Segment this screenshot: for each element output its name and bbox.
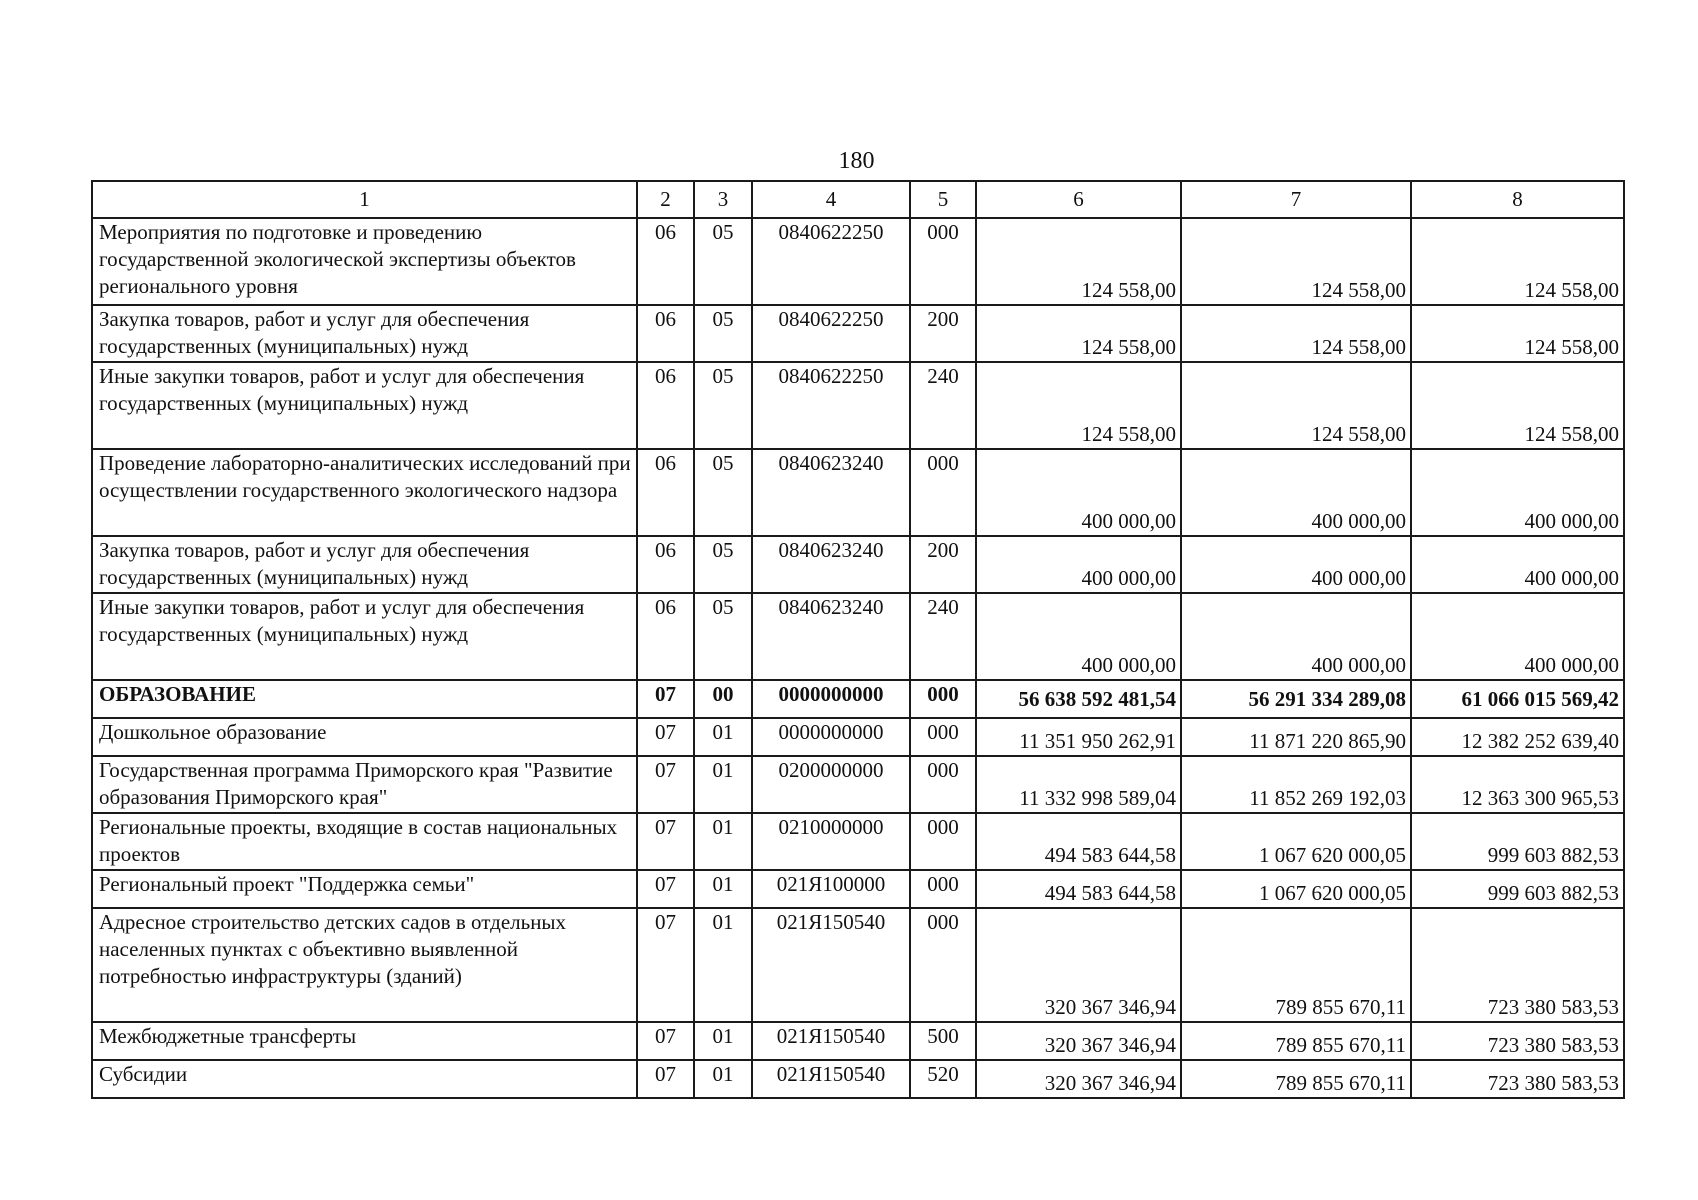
row-name: Региональные проекты, входящие в состав национальных проектов [92,813,637,870]
row-section-code: 06 [637,362,694,449]
row-amount-col6: 124 558,00 [976,218,1181,305]
row-name: Адресное строительство детских садов в отдельных населенных пунктах с объективно выявленной потребностью инфраструктуры (зданий) [92,908,637,1022]
table-row [92,718,1624,756]
row-section-code: 06 [637,305,694,362]
row-section-code: 06 [637,593,694,680]
column-header-row [92,181,1624,218]
row-subsection-code: 05 [694,362,752,449]
row-target-article: 0840623240 [752,449,910,536]
row-amount-col7: 1 067 620 000,05 [1181,813,1411,870]
column-header: 6 [976,181,1181,218]
row-amount-col8: 400 000,00 [1411,536,1624,593]
row-name: Иные закупки товаров, работ и услуг для обеспечения государственных (муниципальных) нужд [92,593,637,680]
row-expense-type: 500 [910,1022,976,1060]
row-target-article: 0840622250 [752,362,910,449]
row-subsection-code: 01 [694,813,752,870]
row-amount-col8: 124 558,00 [1411,305,1624,362]
column-header: 5 [910,181,976,218]
row-name: Государственная программа Приморского края "Развитие образования Приморского края" [92,756,637,813]
row-expense-type: 000 [910,908,976,1022]
row-subsection-code: 05 [694,593,752,680]
row-amount-col7: 11 852 269 192,03 [1181,756,1411,813]
table-row [92,908,1624,1022]
row-section-code: 07 [637,718,694,756]
row-subsection-code: 01 [694,1060,752,1098]
row-subsection-code: 01 [694,908,752,1022]
table-row [92,1022,1624,1060]
row-amount-col6: 494 583 644,58 [976,870,1181,908]
row-subsection-code: 05 [694,305,752,362]
row-name: Закупка товаров, работ и услуг для обеспечения государственных (муниципальных) нужд [92,536,637,593]
row-amount-col7: 400 000,00 [1181,536,1411,593]
row-section-code: 07 [637,1022,694,1060]
row-subsection-code: 01 [694,718,752,756]
row-expense-type: 000 [910,449,976,536]
row-amount-col6: 56 638 592 481,54 [976,680,1181,718]
row-target-article: 021Я100000 [752,870,910,908]
column-header: 1 [92,181,637,218]
row-amount-col6: 11 351 950 262,91 [976,718,1181,756]
table-row [92,305,1624,362]
row-amount-col8: 723 380 583,53 [1411,1060,1624,1098]
row-name: Межбюджетные трансферты [92,1022,637,1060]
row-amount-col8: 400 000,00 [1411,449,1624,536]
row-amount-col8: 12 363 300 965,53 [1411,756,1624,813]
row-amount-col7: 400 000,00 [1181,449,1411,536]
row-amount-col7: 789 855 670,11 [1181,1060,1411,1098]
row-target-article: 0840623240 [752,536,910,593]
row-target-article: 0840622250 [752,305,910,362]
row-target-article: 0000000000 [752,718,910,756]
row-amount-col8: 723 380 583,53 [1411,1022,1624,1060]
row-name: Субсидии [92,1060,637,1098]
row-name: Мероприятия по подготовке и проведению государственной экологической экспертизы объектов регионального уровня [92,218,637,305]
table-row [92,449,1624,536]
row-amount-col7: 789 855 670,11 [1181,1022,1411,1060]
row-amount-col7: 11 871 220 865,90 [1181,718,1411,756]
table-row [92,813,1624,870]
row-name: Дошкольное образование [92,718,637,756]
row-amount-col7: 789 855 670,11 [1181,908,1411,1022]
row-target-article: 0210000000 [752,813,910,870]
row-amount-col6: 494 583 644,58 [976,813,1181,870]
row-section-code: 07 [637,908,694,1022]
row-expense-type: 200 [910,536,976,593]
row-section-code: 07 [637,870,694,908]
row-amount-col8: 400 000,00 [1411,593,1624,680]
row-expense-type: 000 [910,680,976,718]
row-amount-col7: 1 067 620 000,05 [1181,870,1411,908]
row-section-code: 07 [637,1060,694,1098]
row-amount-col8: 124 558,00 [1411,362,1624,449]
table-row [92,870,1624,908]
row-expense-type: 200 [910,305,976,362]
row-name: Региональный проект "Поддержка семьи" [92,870,637,908]
row-amount-col7: 124 558,00 [1181,305,1411,362]
column-header: 7 [1181,181,1411,218]
row-expense-type: 240 [910,593,976,680]
row-expense-type: 520 [910,1060,976,1098]
row-amount-col6: 400 000,00 [976,593,1181,680]
row-name: Закупка товаров, работ и услуг для обеспечения государственных (муниципальных) нужд [92,305,637,362]
row-expense-type: 240 [910,362,976,449]
row-amount-col6: 124 558,00 [976,305,1181,362]
row-section-code: 06 [637,449,694,536]
row-amount-col8: 12 382 252 639,40 [1411,718,1624,756]
row-section-code: 06 [637,536,694,593]
row-amount-col7: 56 291 334 289,08 [1181,680,1411,718]
row-section-code: 07 [637,680,694,718]
table-row [92,756,1624,813]
page-number: 180 [838,148,875,174]
column-header: 2 [637,181,694,218]
row-expense-type: 000 [910,813,976,870]
row-subsection-code: 05 [694,449,752,536]
row-subsection-code: 00 [694,680,752,718]
row-subsection-code: 05 [694,218,752,305]
column-header: 4 [752,181,910,218]
table-row [92,218,1624,305]
row-name: Проведение лабораторно-аналитических исследований при осуществлении государственного экологического надзора [92,449,637,536]
column-header: 3 [694,181,752,218]
row-amount-col7: 400 000,00 [1181,593,1411,680]
row-target-article: 0000000000 [752,680,910,718]
row-name: Иные закупки товаров, работ и услуг для обеспечения государственных (муниципальных) нужд [92,362,637,449]
row-subsection-code: 01 [694,1022,752,1060]
row-name: ОБРАЗОВАНИЕ [92,680,637,718]
row-amount-col7: 124 558,00 [1181,362,1411,449]
row-amount-col8: 61 066 015 569,42 [1411,680,1624,718]
row-amount-col6: 11 332 998 589,04 [976,756,1181,813]
row-target-article: 021Я150540 [752,908,910,1022]
row-expense-type: 000 [910,218,976,305]
table-body [92,181,1624,1098]
row-amount-col7: 124 558,00 [1181,218,1411,305]
row-subsection-code: 01 [694,756,752,813]
row-amount-col6: 400 000,00 [976,449,1181,536]
row-target-article: 021Я150540 [752,1022,910,1060]
row-section-code: 06 [637,218,694,305]
row-amount-col8: 124 558,00 [1411,218,1624,305]
table-row [92,593,1624,680]
row-amount-col6: 124 558,00 [976,362,1181,449]
table-row [92,362,1624,449]
table-row [92,1060,1624,1098]
row-target-article: 0840623240 [752,593,910,680]
row-target-article: 0200000000 [752,756,910,813]
row-amount-col6: 320 367 346,94 [976,1022,1181,1060]
budget-table [91,180,1625,1099]
row-amount-col6: 320 367 346,94 [976,1060,1181,1098]
row-expense-type: 000 [910,870,976,908]
row-target-article: 021Я150540 [752,1060,910,1098]
row-amount-col8: 999 603 882,53 [1411,870,1624,908]
row-amount-col8: 723 380 583,53 [1411,908,1624,1022]
row-section-code: 07 [637,813,694,870]
row-expense-type: 000 [910,718,976,756]
row-section-code: 07 [637,756,694,813]
table-row [92,680,1624,718]
row-target-article: 0840622250 [752,218,910,305]
row-subsection-code: 01 [694,870,752,908]
column-header: 8 [1411,181,1624,218]
table-row [92,536,1624,593]
row-expense-type: 000 [910,756,976,813]
row-amount-col6: 400 000,00 [976,536,1181,593]
row-amount-col6: 320 367 346,94 [976,908,1181,1022]
row-amount-col8: 999 603 882,53 [1411,813,1624,870]
row-subsection-code: 05 [694,536,752,593]
